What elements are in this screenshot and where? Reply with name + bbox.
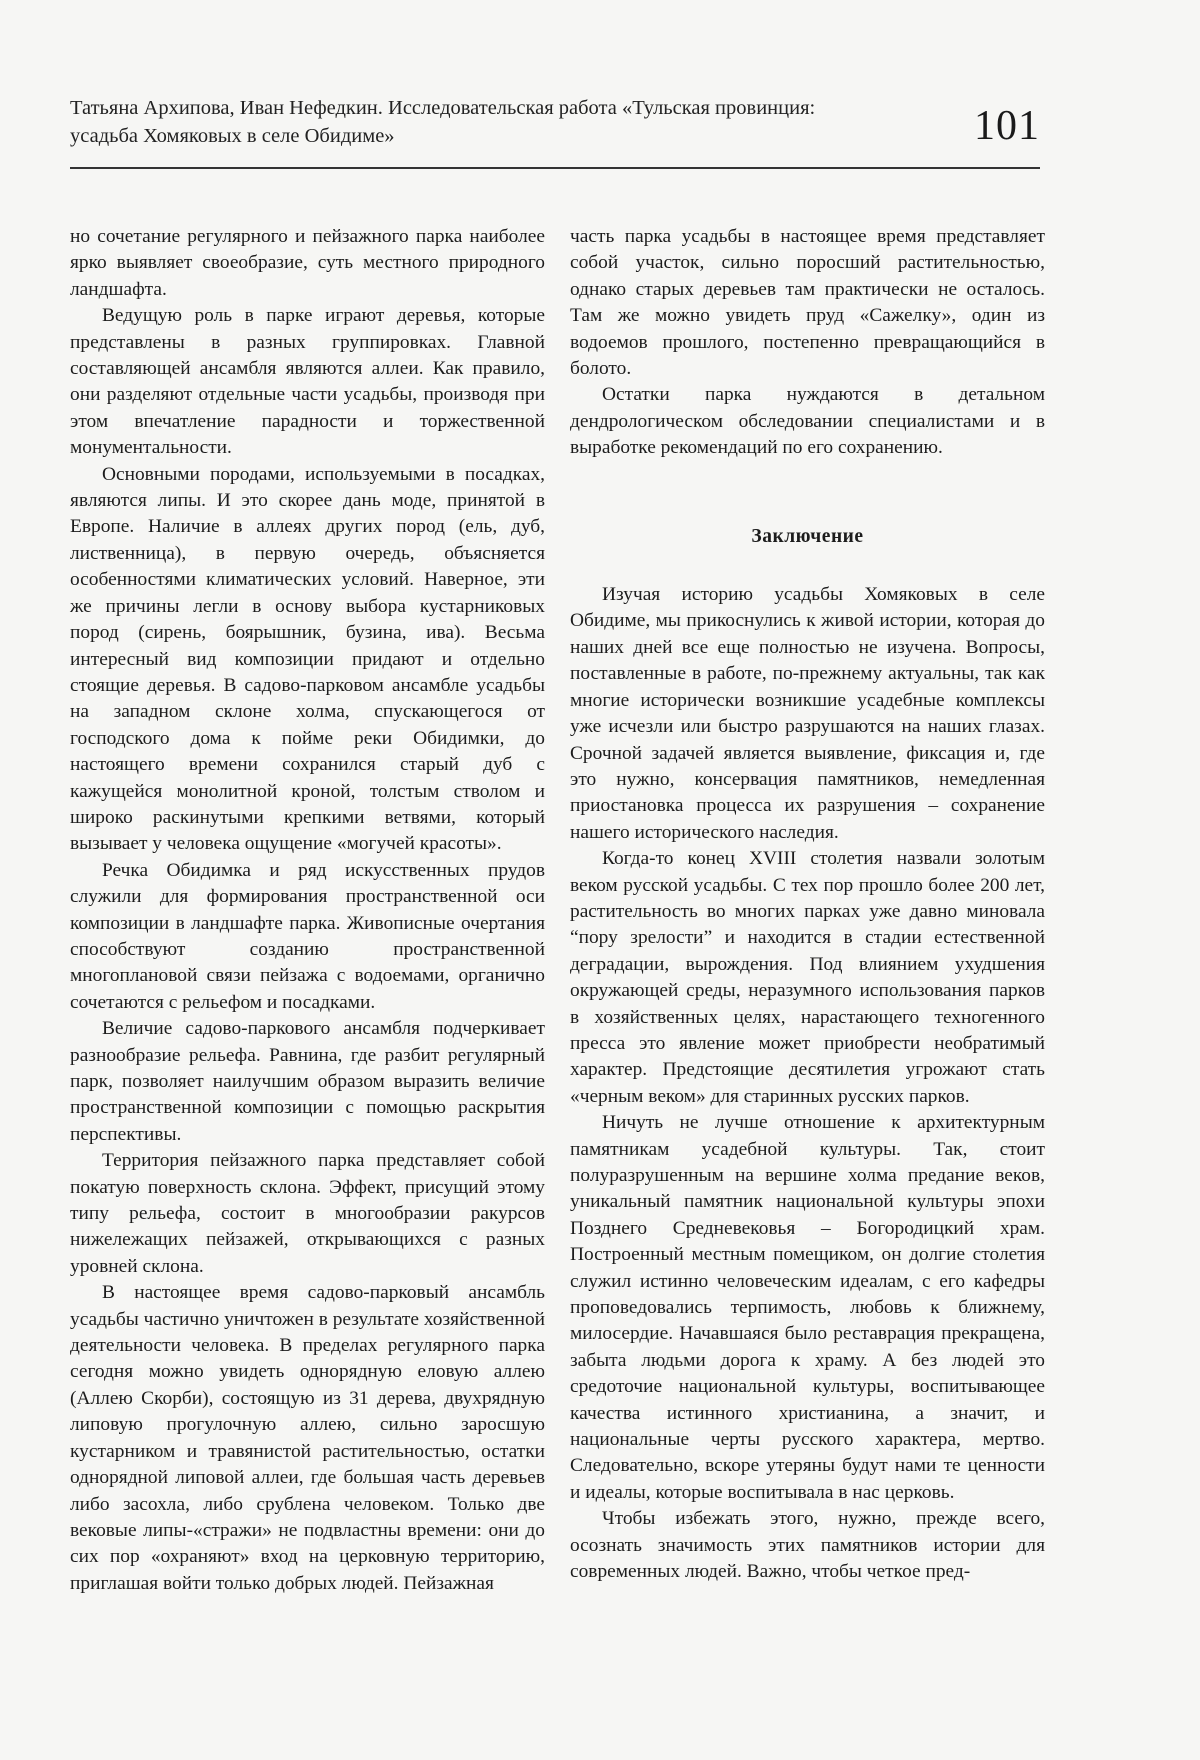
paragraph: часть парка усадьбы в настоящее время представляет собой участок, сильно поросший растительностью, однако старых деревьев там практически не осталось. Там же можно увидеть пруд «Сажелку», один из водоемов прошлого, постепенно превращающийся в болото. — [570, 226, 1045, 380]
page-number: 101 — [974, 103, 1040, 149]
paragraph: Остатки парка нуждаются в детальном дендрологическом обследовании специалистами и в выработке рекомендаций по его сохранению. — [570, 384, 1045, 459]
header-title — [70, 94, 890, 150]
paragraph: Основными породами, используемыми в посадках, являются липы. И это скорее дань моде, принятой в Европе. Наличие в аллеях других пород (ель, дуб, лиственница), в первую очередь, объясняется особенностями климатических условий. Наверное, эти же причины легли в основу выбора кустарниковых пород (сирень, боярышник, бузина, ива). Весьма интересный вид композиции придают и отдельно стоящие деревья. В садово-парковом ансамбле усадьбы на западном склоне холма, спускающегося от господского дома к пойме реки Обидимки, до настоящего времени сохранился старый дуб с кажущейся монолитной кроной, толстым стволом и широко раскинутыми крепкими ветвями, который вызывает у человека ощущение «могучей красоты». — [70, 463, 545, 855]
paragraph: Ничуть не лучше отношение к архитектурным памятникам усадебной культуры. Так, стоит полуразрушенным на вершине холма предание веков, уникальный памятник национальной культуры эпохи Позднего Средневековья – Богородицкий храм. Построенный местным помещиком, он долгие столетия служил истинно человеческим идеалам, с его кафедры проповедовались терпимость, любовь к ближнему, милосердие. Начавшаяся было реставрация прекращена, забыта людьми дорога к храму. А без людей это средоточие национальной культуры, воспитывающее качества истинного христианина, а значит, и национальные черты русского характера, мертво. Следовательно, вскоре утеряны будут нами те ценности и идеалы, которые воспитывала в нас церковь. — [570, 1112, 1045, 1503]
paragraph: Величие садово-паркового ансамбля подчеркивает разнообразие рельефа. Равнина, где разбит регулярный парк, позволяет наилучшим образом выразить величие пространственной композиции с помощью раскрытия перспективы. — [70, 1018, 545, 1145]
paragraph: но сочетание регулярного и пейзажного парка наиболее ярко выявляет своеобразие, суть местного природного ландшафта. — [70, 226, 545, 300]
paragraph: Чтобы избежать этого, нужно, прежде всего, осознать значимость этих памятников истории для современных людей. Важно, чтобы четкое пред- — [570, 1508, 1045, 1583]
section-title: Заключение — [751, 525, 864, 547]
paragraph: Территория пейзажного парка представляет собой покатую поверхность склона. Эффект, присущий этому типу рельефа, состоит в многообразии ракурсов нижележащих пейзажей, открывающихся с разных уровней склона. — [70, 1150, 545, 1277]
running-header — [70, 94, 1040, 166]
paragraph: Когда-то конец XVIII столетия назвали золотым веком русской усадьбы. С тех пор прошло более 200 лет, растительность во многих парках уже давно миновала “пору зрелости” и находится в стадии естественной деградации, вырождения. Под влиянием ухудшения окружающей среды, неразумного использования парков в хозяйственных целях, нарастающего техногенного пресса это явление может приобрести необратимый характер. Предстоящие десятилетия угрожают стать «черным веком» для старинных русских парков. — [570, 848, 1045, 1107]
paragraph: В настоящее время садово-парковый ансамбль усадьбы частично уничтожен в результате хозяйственной деятельности человека. В пределах регулярного парка сегодня можно увидеть однорядную еловую аллею (Аллею Скорби), состоящую из 31 дерева, двухрядную липовую прогулочную аллею, сильно заросшую кустарником и травянистой растительностью, остатки однорядной липовой аллеи, где большая часть деревьев либо засохла, либо срублена человеком. Только две вековые липы-«стражи» не подвластны времени: они до сих пор «охраняют» вход на церковную территорию, приглашая войти только добрых людей. Пейзажная — [70, 1282, 546, 1594]
right-column — [570, 224, 1045, 1586]
paragraph: Речка Обидимка и ряд искусственных прудов служили для формирования пространственной оси композиции в ландшафте парка. Живописные очертания способствуют созданию пространственной многоплановой связи пейзажа с водоемами, органично сочетаются с рельефом и посадками. — [70, 859, 545, 1013]
header-rule — [70, 167, 1040, 169]
header-line-2: усадьба Хомяковых в селе Обидиме» — [70, 125, 395, 147]
left-column — [70, 224, 545, 1597]
paragraph: Изучая историю усадьбы Хомяковых в селе Обидиме, мы прикоснулись к живой истории, которая до наших дней все еще полностью не изучена. Вопросы, поставленные в работе, по-прежнему актуальны, так как многие исторически возникшие усадебные комплексы уже исчезли или быстро разрушаются на наших глазах. Срочной задачей является выявление, фиксация и, где это нужно, консервация памятников, немедленная приостановка процесса их разрушения – сохранение нашего исторического наследия. — [570, 584, 1045, 843]
paragraph: Ведущую роль в парке играют деревья, которые представлены в разных группировках. Главной составляющей ансамбля являются аллеи. Как правило, они разделяют отдельные части усадьбы, производя при этом впечатление парадности и торжественной монументальности. — [70, 305, 545, 459]
header-line-1: Татьяна Архипова, Иван Нефедкин. Исследовательская работа «Тульская провинция: — [70, 97, 816, 119]
